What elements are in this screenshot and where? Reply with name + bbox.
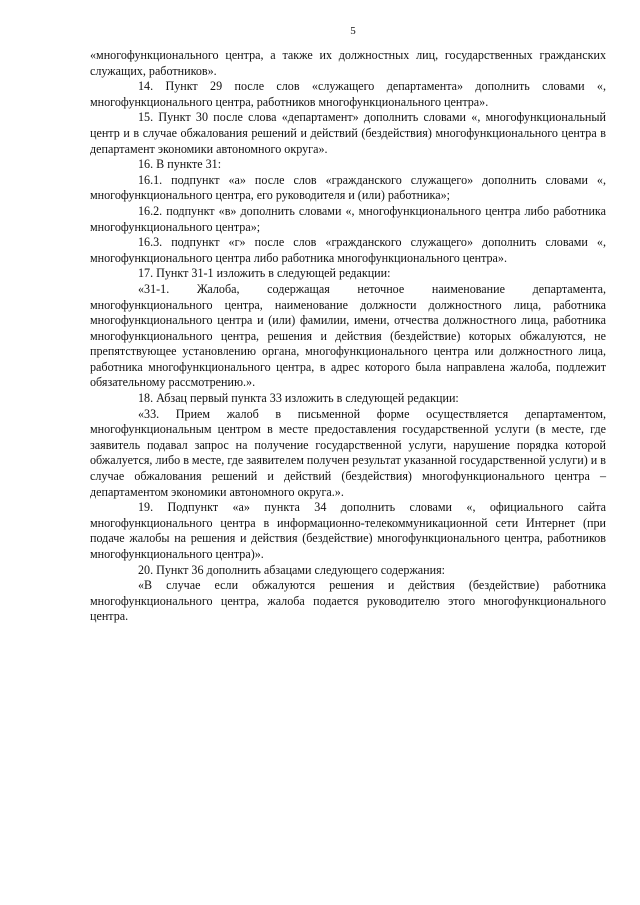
paragraph: «В случае если обжалуются решения и действия (бездействие) работника многофункционального центра, жалоба подается руководителю этого многофункционального центра. bbox=[90, 578, 606, 624]
page-number: 5 bbox=[350, 25, 356, 37]
paragraph: 17. Пункт 31-1 изложить в следующей редакции: bbox=[138, 266, 391, 281]
paragraph: 16.1. подпункт «а» после слов «гражданского служащего» дополнить словами «, многофункционального центра, его руководителя и (или) работника»; bbox=[90, 172, 606, 203]
paragraph: «многофункционального центра, а также их должностных лиц, государственных гражданских служащих, работников». bbox=[90, 48, 606, 78]
paragraph: 16.3. подпункт «г» после слов «гражданского служащего» дополнить словами «, многофункционального центра либо работника многофункционального центра». bbox=[90, 235, 606, 265]
paragraph: 14. Пункт 29 после слов «служащего департамента» дополнить словами «, многофункционального центра, работников многофункционального центра». bbox=[90, 79, 606, 109]
paragraph: «31-1. Жалоба, содержащая неточное наименование департамента, многофункционального центра, наименование должности должностного лица, работника многофункционального центра и (или) фамилии, имени, отчества должностного лица, работника многофункционального центра, решения и действия (бездействие) которых обжалуются, не препятствующее установлению органа, многофункционального центра или должностного лица, работника многофункционального центра, в адрес которого была направлена жалоба, подлежит обязательному рассмотрению.». bbox=[90, 281, 606, 390]
paragraph: 20. Пункт 36 дополнить абзацами следующего содержания: bbox=[138, 562, 446, 577]
paragraph: 16.2. подпункт «в» дополнить словами «, многофункционального центра либо работника многофункционального центра»; bbox=[90, 203, 606, 234]
paragraph: 15. Пункт 30 после слова «департамент» дополнить словами «, многофункциональный центр и в случае обжалования решений и действий (бездействия) многофункционального центра в департамент экономики автономного округа». bbox=[90, 110, 606, 156]
paragraph: 19. Подпункт «а» пункта 34 дополнить словами «, официального сайта многофункционального центра в информационно-телекоммуникационной сети Интернет (при подаче жалобы на решения и действия (бездействие) многофункционального центра, работников многофункционального центра)». bbox=[90, 500, 606, 561]
paragraph: 18. Абзац первый пункта 33 изложить в следующей редакции: bbox=[138, 391, 459, 406]
paragraph: 16. В пункте 31: bbox=[138, 157, 222, 172]
paragraph: «33. Прием жалоб в письменной форме осуществляется департаментом, многофункциональным центром в месте предоставления государственной услуги (в месте, где заявитель подавал запрос на получение государственной услуги, нарушение порядка которой обжалуется, либо в месте, где заявителем получен результат указанной государственной услуги) и в случае обжалования решений и действий (бездействия) многофункционального центра – департаментом экономики автономного округа.». bbox=[90, 406, 606, 499]
document-body bbox=[90, 48, 606, 625]
